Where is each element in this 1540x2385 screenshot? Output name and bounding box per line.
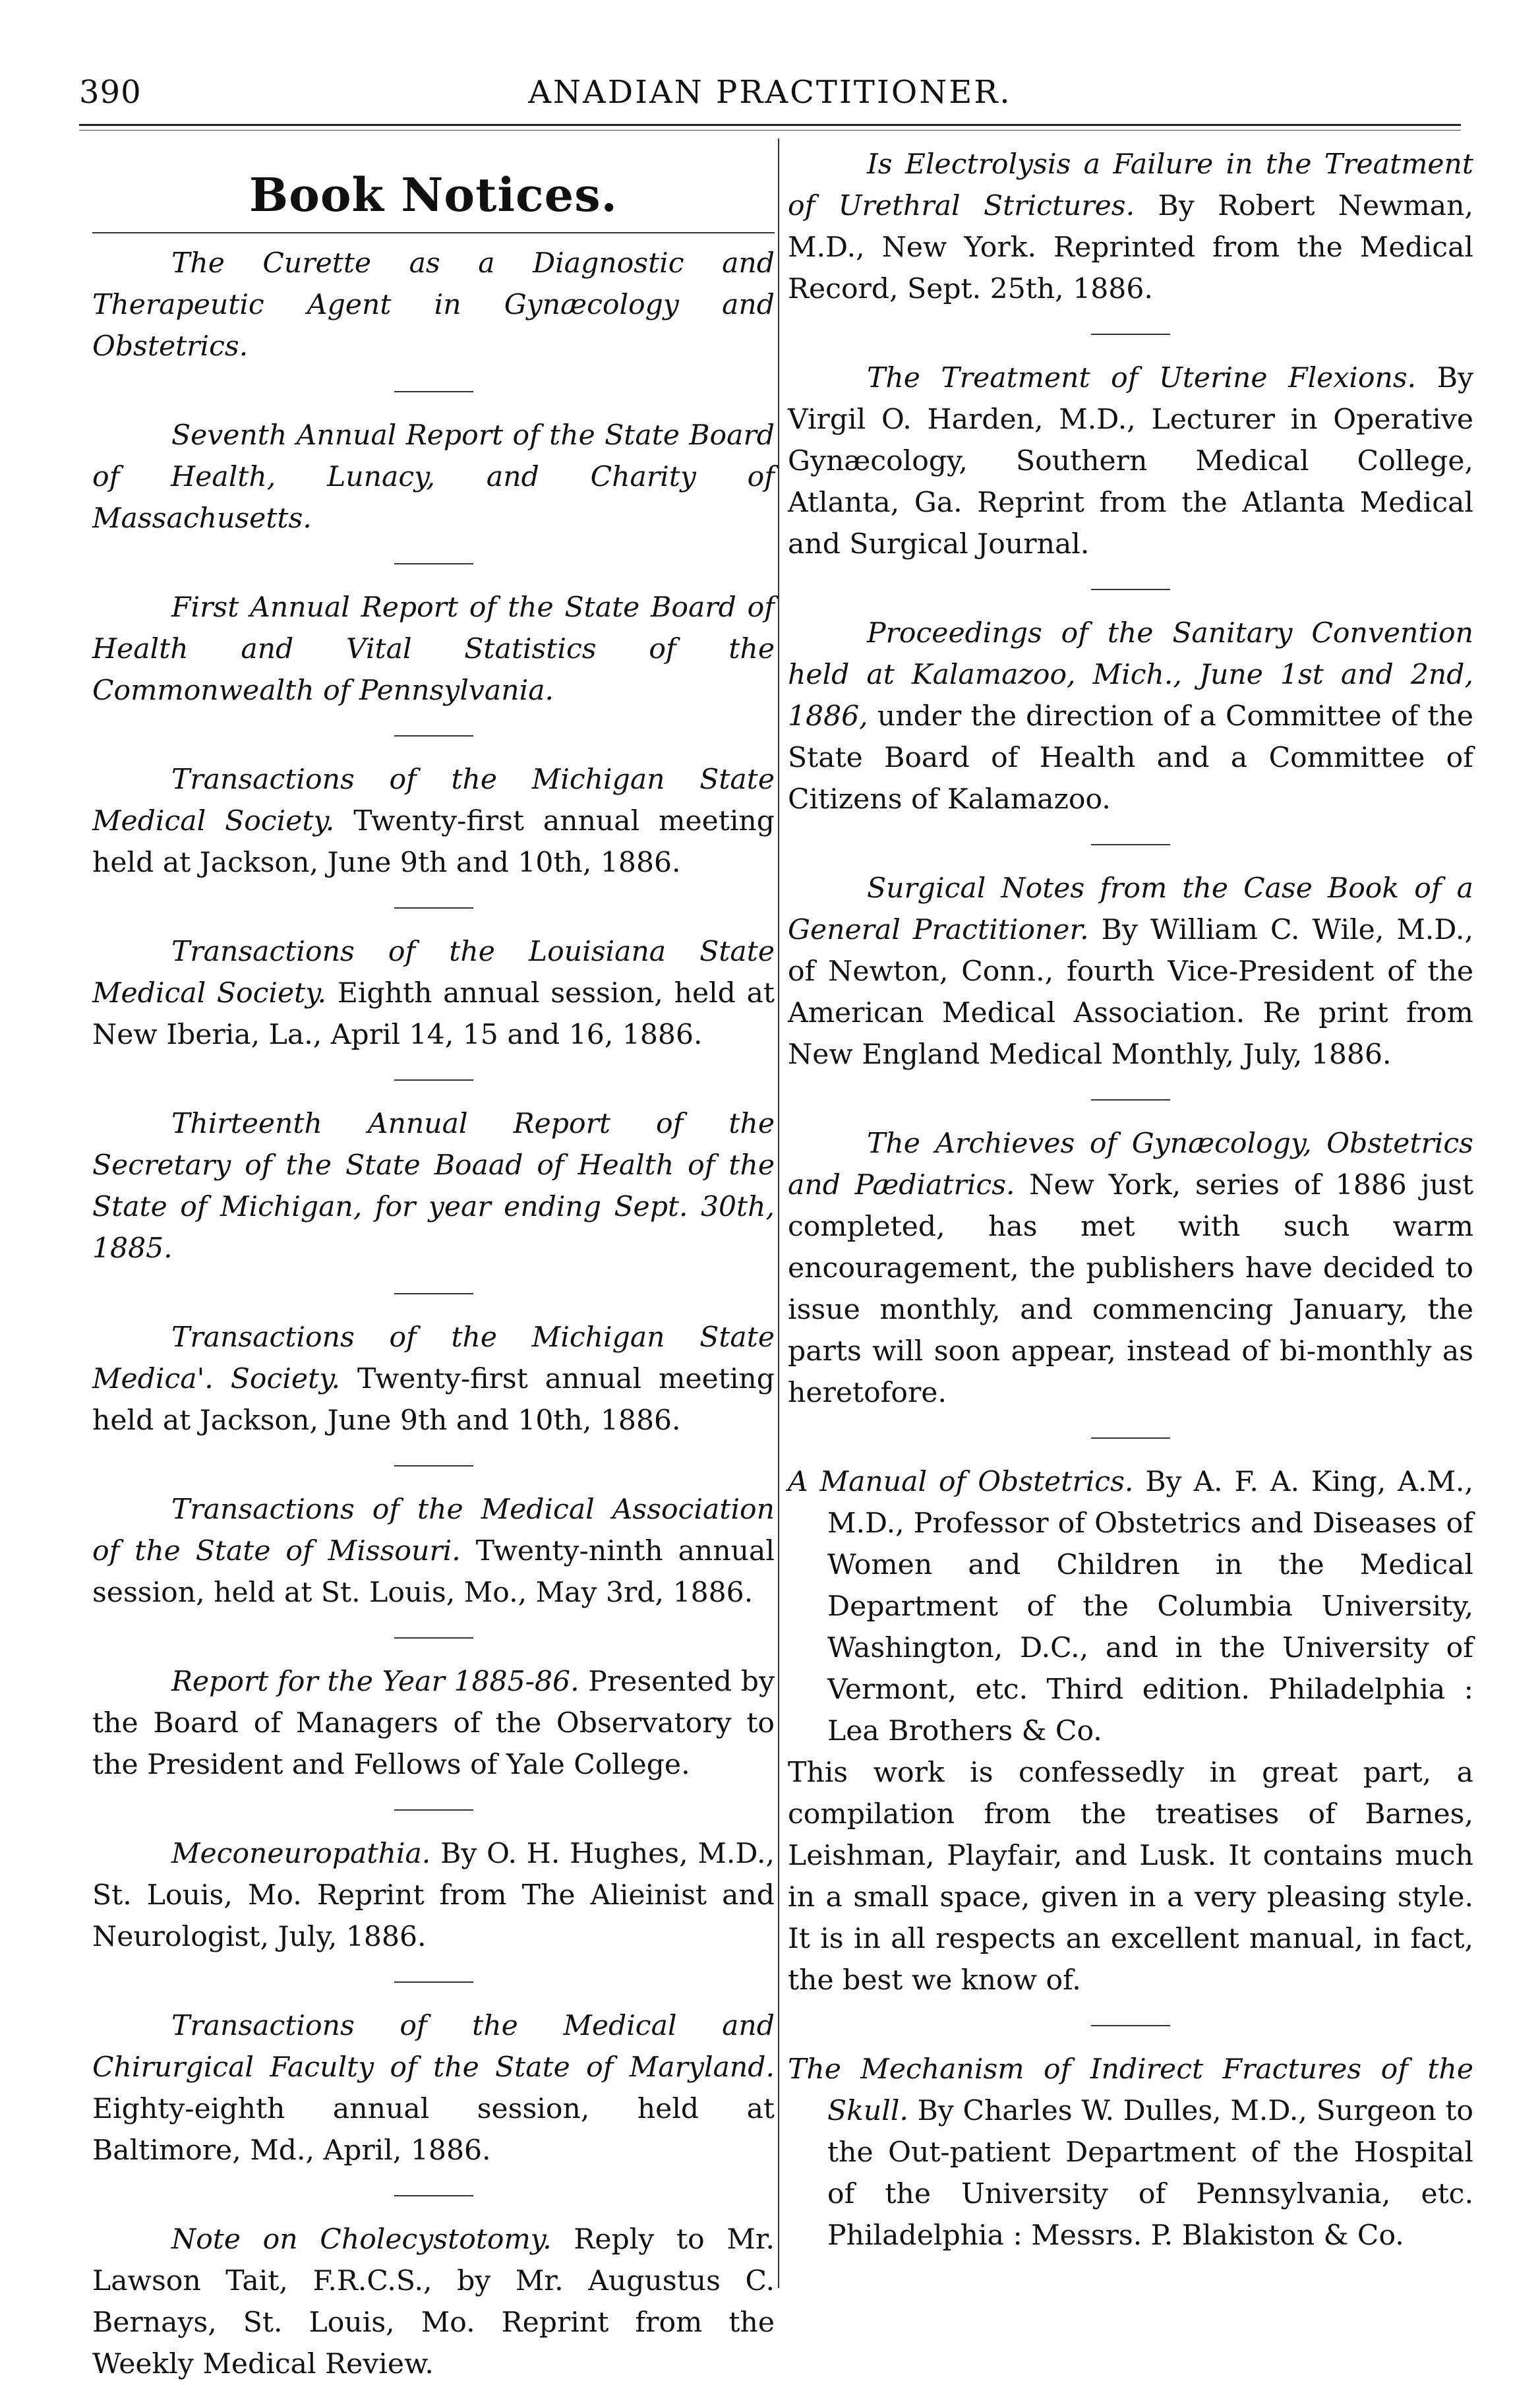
notice-title: The Curette as a Diagnostic and Therapeutic Agent in Gynæcology and Obstetrics. <box>92 247 775 363</box>
book-notice <box>92 2219 775 2385</box>
separator-rule <box>1091 1437 1170 1439</box>
book-notice <box>92 1317 775 1441</box>
notice-text: By Charles W. Dulles, M.D., Surgeon to the Out-patient Department of the Hospital of the University of Pennsylvania, etc. Philadelphia : Messrs. P. Blakiston & Co. <box>827 2095 1473 2252</box>
page-number: 390 <box>79 74 142 111</box>
notice-text: Eighty-eighth annual session, held at Baltimore, Md., April, 1886. <box>92 2093 775 2167</box>
notice-title: The Treatment of Uterine Flexions. <box>867 362 1417 394</box>
book-notice <box>92 1489 775 1614</box>
notice-text: under the direction of a Committee of the State Board of Health and a Committee of Citizens of Kalamazoo. <box>788 700 1474 816</box>
separator-rule <box>394 1809 473 1811</box>
notice-text: New York, series of 1886 just completed, has met with such warm encouragement, the publishers have decided to issue monthly, and commencing January, the parts will soon appear, instead of bi-monthly as heretofore. <box>788 1169 1473 1409</box>
book-notice <box>788 1461 1473 1752</box>
separator-rule <box>394 1465 473 1466</box>
notice-title: The Archieves of Gynæcology, Obstetrics and Pædiatrics. <box>788 1128 1473 1201</box>
separator-rule <box>1091 844 1170 845</box>
book-notice <box>92 587 775 711</box>
notice-title: Proceedings of the Sanitary Convention held at Kalamazoo, Mich., June 1st and 2nd, 1886, <box>788 617 1473 733</box>
notice-text: Twenty-ninth annual session, held at St. Louis, Mo., May 3rd, 1886. <box>92 1535 775 1609</box>
separator-rule <box>394 1079 473 1081</box>
notice-text: By William C. Wile, M.D., of Newton, Conn., fourth Vice-President of the American Medical Association. Re print from New England Medical Monthly, July, 1886. <box>788 914 1474 1071</box>
notice-text: By O. H. Hughes, M.D., St. Louis, Mo. Reprint from The Alieinist and Neurologist, July, 1886. <box>92 1838 775 1953</box>
notice-text: By A. F. A. King, A.M., M.D., Professor of Obstetrics and Diseases of Women and Children in the Medical Department of the Columbia University, Washington, D.C., and in the University of Vermont, etc. Third edition. Philadelphia : Lea Brothers & Co. <box>827 1466 1473 1747</box>
book-notice <box>92 415 775 539</box>
book-notice <box>788 1123 1473 1414</box>
book-notice <box>92 759 775 884</box>
notice-title: Transactions of the Louisiana State Medical Society. <box>92 936 775 1010</box>
notice-text: Twenty-first annual meeting held at Jackson, June 9th and 10th, 1886. <box>92 1363 775 1437</box>
separator-rule <box>394 2195 473 2196</box>
notice-title: Thirteenth Annual Report of the Secretary of the State Boaad of Health of the State of Michigan, for year ending Sept. 30th, 1885. <box>92 1108 775 1265</box>
notice-text: Twenty-first annual meeting held at Jackson, June 9th and 10th, 1886. <box>92 805 775 879</box>
book-notice <box>92 1103 775 1269</box>
notice-title: Transactions of the Michigan State Medical Society. <box>92 764 775 837</box>
notice-title: Seventh Annual Report of the State Board of Health, Lunacy, and Charity of Massachusetts. <box>92 419 775 535</box>
header-rule-thin <box>79 130 1461 131</box>
book-notice <box>788 144 1473 310</box>
book-notice <box>788 868 1473 1075</box>
notice-title: First Annual Report of the State Board of Health and Vital Statistics of the Commonwealth of Pennsylvania. <box>92 591 775 707</box>
notice-title: Note on Cholecystotomy. <box>171 2223 552 2256</box>
notice-title: Transactions of the Medical Association of the State of Missouri. <box>92 1494 775 1567</box>
notice-title: Meconeuropathia. <box>171 1838 431 1870</box>
running-head <box>79 74 1461 113</box>
notice-text: Eighth annual session, held at New Iberia, La., April 14, 15 and 16, 1886. <box>92 977 775 1051</box>
separator-rule <box>1091 334 1170 335</box>
header-rule <box>79 124 1461 126</box>
separator-rule <box>1091 589 1170 590</box>
left-column <box>92 144 775 2385</box>
book-notice <box>92 243 775 367</box>
book-notice <box>788 2049 1473 2256</box>
separator-rule <box>394 735 473 737</box>
separator-rule <box>1091 1099 1170 1101</box>
separator-rule <box>394 563 473 564</box>
notice-title: Transactions of the Michigan State Medica'. Society. <box>92 1321 775 1395</box>
separator-rule <box>394 907 473 909</box>
section-title: Book Notices. <box>249 167 618 222</box>
notice-title: Transactions of the Medical and Chirurgical Faculty of the State of Maryland. <box>92 2010 775 2084</box>
notice-title: Report for the Year 1885-86. <box>171 1666 579 1698</box>
book-notice <box>788 613 1473 820</box>
section-title-rule <box>92 232 775 233</box>
notice-text: Presented by the Board of Managers of the Observatory to the President and Fellows of Yale College. <box>92 1666 775 1781</box>
notice-text: Reply to Mr. Lawson Tait, F.R.C.S., by Mr. Augustus C. Bernays, St. Louis, Mo. Reprint from the Weekly Medical Review. <box>92 2223 775 2380</box>
separator-rule <box>394 1981 473 1983</box>
separator-rule <box>394 1293 473 1294</box>
column-divider <box>778 138 779 2288</box>
separator-rule <box>394 391 473 392</box>
separator-rule <box>1091 2025 1170 2026</box>
separator-rule <box>394 1637 473 1639</box>
book-notice <box>92 1661 775 1786</box>
notice-text: By Virgil O. Harden, M.D., Lecturer in Operative Gynæcology, Southern Medical College, Atlanta, Ga. Reprint from the Atlanta Medical and Surgical Journal. <box>788 362 1473 560</box>
review-text: This work is confessedly in great part, a compilation from the treatises of Barnes, Leishman, Playfair, and Lusk. It contains much in a small space, given in a very pleasing style. It is in all respects an excellent manual, in fact, the best we know of. <box>788 1757 1473 1997</box>
notice-title: The Mechanism of Indirect Fractures of the Skull. <box>788 2053 1473 2127</box>
book-notice <box>788 357 1473 565</box>
notice-text: By Robert Newman, M.D., New York. Reprinted from the Medical Record, Sept. 25th, 1886. <box>788 190 1474 305</box>
book-notice <box>92 2005 775 2171</box>
book-notice <box>92 931 775 1056</box>
right-column <box>788 144 1473 2256</box>
notice-title: Surgical Notes from the Case Book of a General Practitioner. <box>788 872 1473 946</box>
notice-title: A Manual of Obstetrics. <box>788 1466 1134 1498</box>
notice-title: Is Electrolysis a Failure in the Treatment of Urethral Strictures. <box>788 148 1473 222</box>
book-notice <box>92 1833 775 1958</box>
journal-title: ANADIAN PRACTITIONER. <box>528 74 1012 111</box>
